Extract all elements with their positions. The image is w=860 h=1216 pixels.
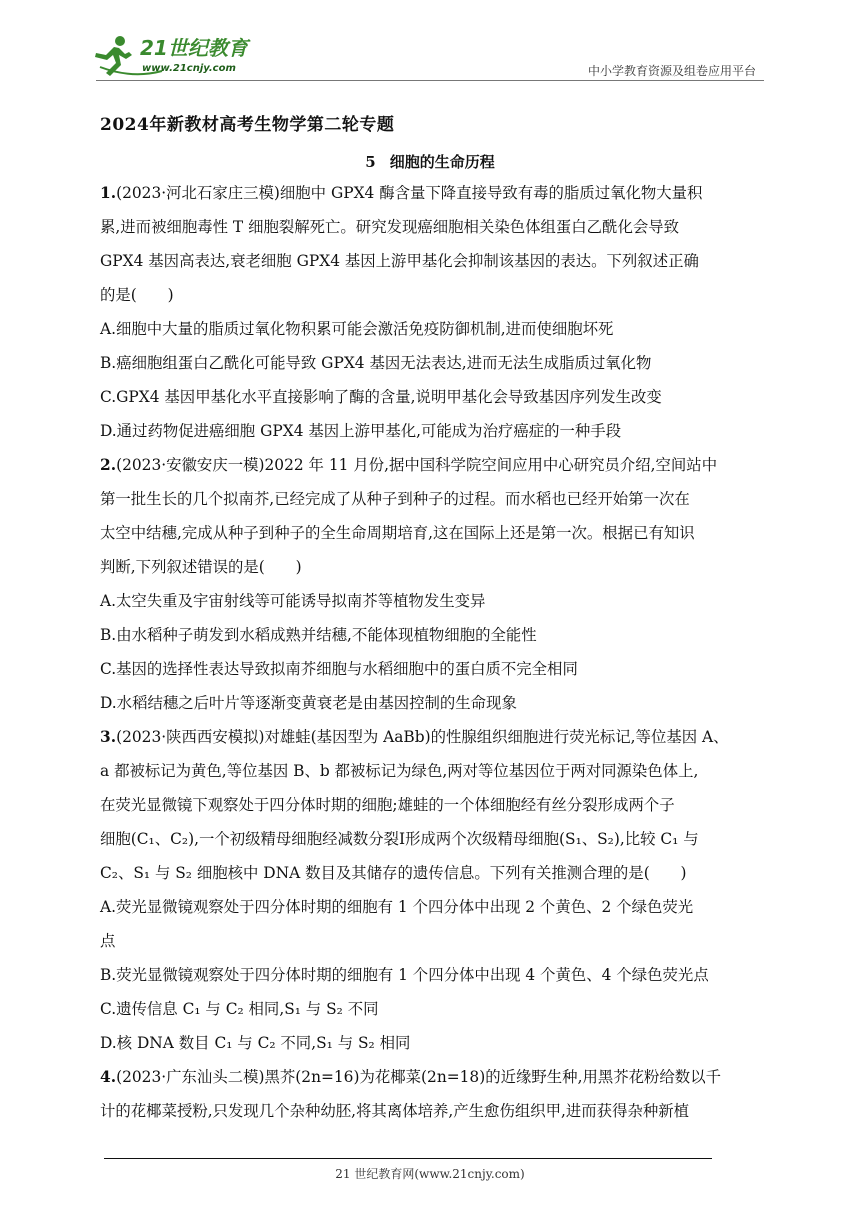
question-stem-line: C₂、S₁ 与 S₂ 细胞核中 DNA 数目及其储存的遗传信息。下列有关推测合理的是( ) xyxy=(100,864,687,882)
stem-text: 对雄蛙(基因型为 AaBb)的性腺组织细胞进行荧光标记,等位基因 A、 xyxy=(264,728,729,746)
logo-url: www.21cnjy.com xyxy=(142,63,236,74)
platform-text: 中小学教育资源及组卷应用平台 xyxy=(587,64,756,78)
option-c: C.遗传信息 C₁ 与 C₂ 相同,S₁ 与 S₂ 不同 xyxy=(100,1000,379,1018)
question-3 xyxy=(100,720,768,1060)
question-stem-line xyxy=(100,448,768,482)
stem-text: 细胞中 GPX4 酶含量下降直接导致有毒的脂质过氧化物大量积 xyxy=(279,184,703,202)
question-stem-line: 第一批生长的几个拟南芥,已经完成了从种子到种子的过程。而水稻也已经开始第一次在 xyxy=(100,490,690,508)
option-d: D.水稻结穗之后叶片等逐渐变黄衰老是由基因控制的生命现象 xyxy=(100,694,517,712)
option-b: B.癌细胞组蛋白乙酰化可能导致 GPX4 基因无法表达,进而无法生成脂质过氧化物 xyxy=(100,354,652,372)
site-logo xyxy=(92,33,262,81)
option-a: A.细胞中大量的脂质过氧化物积累可能会激活免疫防御机制,进而使细胞坏死 xyxy=(100,320,614,338)
question-source: (2023·广东汕头二模) xyxy=(116,1068,265,1086)
question-source: (2023·河北石家庄三模) xyxy=(116,184,280,202)
document-title: 2024年新教材高考生物学第二轮专题 xyxy=(100,115,395,135)
question-stem-line: 细胞(C₁、C₂),一个初级精母细胞经减数分裂Ⅰ形成两个次级精母细胞(S₁、S₂),比较 C₁ 与 xyxy=(100,830,699,848)
question-stem-line: GPX4 基因高表达,衰老细胞 GPX4 基因上游甲基化会抑制该基因的表达。下列叙述正确 xyxy=(100,252,699,270)
option-c: C.GPX4 基因甲基化水平直接影响了酶的含量,说明甲基化会导致基因序列发生改变 xyxy=(100,388,662,406)
section-name: 细胞的生命历程 xyxy=(389,153,495,171)
footer-text: 21 世纪教育网(www.21cnjy.com) xyxy=(335,1167,525,1181)
question-stem-line: 判断,下列叙述错误的是( ) xyxy=(100,558,302,576)
section-number: 5 xyxy=(365,153,376,171)
option-c: C.基因的选择性表达导致拟南芥细胞与水稻细胞中的蛋白质不完全相同 xyxy=(100,660,578,678)
question-stem-line xyxy=(100,1060,768,1094)
option-b: B.由水稻种子萌发到水稻成熟并结穗,不能体现植物细胞的全能性 xyxy=(100,626,537,644)
question-stem-line: 计的花椰菜授粉,只发现几个杂种幼胚,将其离体培养,产生愈伤组织甲,进而获得杂种新植 xyxy=(100,1102,690,1120)
question-number: 3. xyxy=(100,728,117,746)
question-stem-line xyxy=(100,720,768,754)
question-number: 1. xyxy=(100,184,117,202)
question-stem-line: 的是( ) xyxy=(100,286,174,304)
question-stem-line xyxy=(100,176,768,210)
footer-divider xyxy=(104,1158,712,1159)
option-a: A.太空失重及宇宙射线等可能诱导拟南芥等植物发生变异 xyxy=(100,592,486,610)
runner-logo-icon xyxy=(92,33,262,81)
option-d: D.通过药物促进癌细胞 GPX4 基因上游甲基化,可能成为治疗癌症的一种手段 xyxy=(100,422,622,440)
question-stem-line: a 都被标记为黄色,等位基因 B、b 都被标记为绿色,两对等位基因位于两对同源染色体上, xyxy=(100,762,699,780)
stem-text: 2022 年 11 月份,据中国科学院空间应用中心研究员介绍,空间站中 xyxy=(264,456,718,474)
option-a: A.荧光显微镜观察处于四分体时期的细胞有 1 个四分体中出现 2 个黄色、2 个绿色荧光 xyxy=(100,898,694,916)
section-title xyxy=(0,151,860,172)
question-4 xyxy=(100,1060,768,1128)
question-number: 2. xyxy=(100,456,117,474)
stem-text: 黑芥(2n=16)为花椰菜(2n=18)的近缘野生种,用黑芥花粉给数以千 xyxy=(264,1068,721,1086)
option-d: D.核 DNA 数目 C₁ 与 C₂ 不同,S₁ 与 S₂ 相同 xyxy=(100,1034,411,1052)
question-number: 4. xyxy=(100,1068,117,1086)
question-source: (2023·陕西西安模拟) xyxy=(116,728,265,746)
question-2 xyxy=(100,448,768,720)
question-stem-line: 太空中结穗,完成从种子到种子的全生命周期培育,这在国际上还是第一次。根据已有知识 xyxy=(100,524,695,542)
option-a-continued: 点 xyxy=(100,932,116,950)
question-1 xyxy=(100,176,768,448)
header-divider xyxy=(96,80,764,81)
option-b: B.荧光显微镜观察处于四分体时期的细胞有 1 个四分体中出现 4 个黄色、4 个绿色荧光点 xyxy=(100,966,709,984)
question-stem-line: 在荧光显微镜下观察处于四分体时期的细胞;雄蛙的一个体细胞经有丝分裂形成两个子 xyxy=(100,796,675,814)
question-source: (2023·安徽安庆一模) xyxy=(116,456,265,474)
logo-text: 21世纪教育 xyxy=(140,36,248,60)
question-list xyxy=(100,176,768,1128)
question-stem-line: 累,进而被细胞毒性 T 细胞裂解死亡。研究发现癌细胞相关染色体组蛋白乙酰化会导致 xyxy=(100,218,680,236)
